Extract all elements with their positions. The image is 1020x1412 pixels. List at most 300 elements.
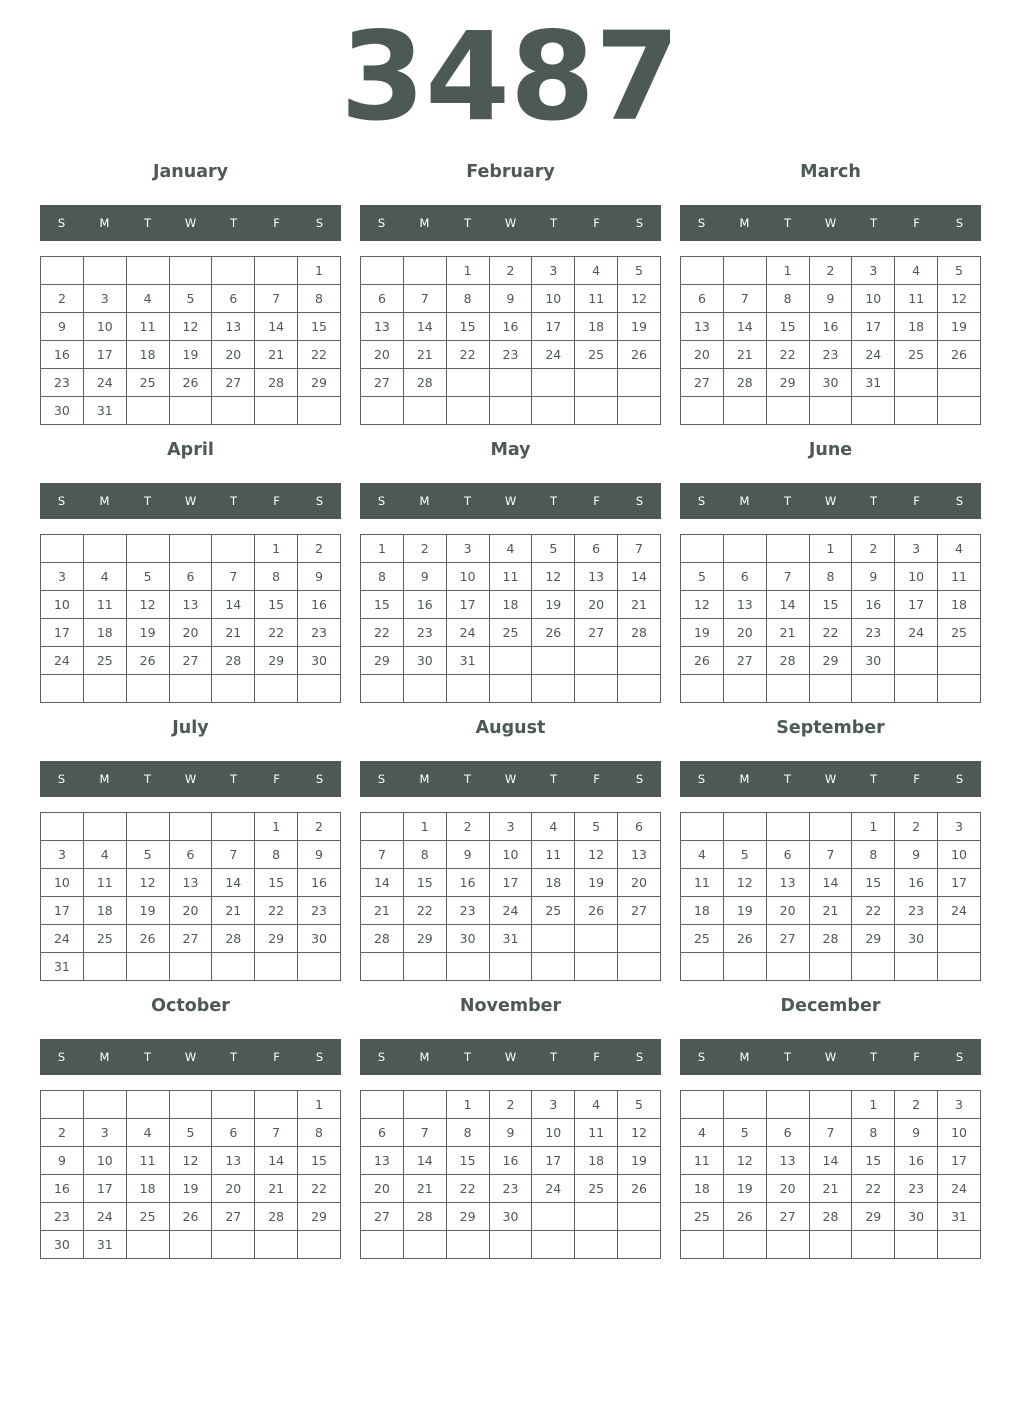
days-grid [40,1090,341,1259]
day-cell: 18 [126,341,169,369]
day-cell [681,535,724,563]
week-row [361,1091,661,1119]
day-cell: 12 [618,285,661,313]
day-cell: 27 [681,369,724,397]
day-cell [446,953,489,981]
week-row [41,675,341,703]
day-cell: 8 [298,1119,341,1147]
day-cell [618,647,661,675]
day-cell [618,925,661,953]
day-cell: 18 [532,869,575,897]
month-title: January [152,162,229,182]
weekday-label: T [143,772,152,786]
weekday-label: M [419,494,430,508]
day-cell [361,1091,404,1119]
day-cell: 27 [723,647,766,675]
day-cell: 7 [361,841,404,869]
day-cell: 17 [532,313,575,341]
day-cell: 14 [361,869,404,897]
day-cell: 31 [852,369,895,397]
day-cell [126,813,169,841]
week-row [681,897,981,925]
day-cell: 10 [938,841,981,869]
day-cell: 9 [489,285,532,313]
day-cell: 24 [938,897,981,925]
day-cell [852,397,895,425]
month-title: November [459,996,562,1016]
week-row [361,1203,661,1231]
day-cell [126,397,169,425]
day-cell: 25 [681,1203,724,1231]
day-cell: 29 [255,925,298,953]
weekday-label: T [143,216,152,230]
weekday-label: T [783,1050,792,1064]
weekday-label: W [504,494,517,508]
day-cell: 4 [938,535,981,563]
day-cell: 19 [618,1147,661,1175]
day-cell [83,813,126,841]
day-cell: 26 [618,341,661,369]
week-row [41,1091,341,1119]
day-cell [169,953,212,981]
day-cell: 15 [852,869,895,897]
days-grid [40,256,341,425]
day-cell: 7 [723,285,766,313]
day-cell: 15 [809,591,852,619]
day-cell: 26 [938,341,981,369]
weekday-label: T [549,216,558,230]
weekday-label: S [57,494,66,508]
day-cell: 13 [212,313,255,341]
day-cell: 4 [681,1119,724,1147]
day-cell: 14 [212,591,255,619]
weekday-label: T [549,494,558,508]
day-cell [403,1091,446,1119]
day-cell: 27 [766,925,809,953]
week-row [41,1119,341,1147]
day-cell: 1 [298,257,341,285]
week-row [41,563,341,591]
weekday-label: F [913,494,920,508]
week-row [41,285,341,313]
day-cell: 27 [575,619,618,647]
day-cell [852,675,895,703]
week-row [681,925,981,953]
day-cell: 18 [489,591,532,619]
day-cell: 28 [809,1203,852,1231]
day-cell: 16 [809,313,852,341]
day-cell: 22 [852,897,895,925]
day-cell [618,397,661,425]
day-cell [212,953,255,981]
day-cell: 3 [489,813,532,841]
week-row [41,1231,341,1259]
weekday-label: W [184,772,197,786]
day-cell [126,535,169,563]
day-cell [212,675,255,703]
weekday-label: S [697,772,706,786]
week-row [361,285,661,313]
day-cell: 1 [852,1091,895,1119]
day-cell: 13 [575,563,618,591]
day-cell [212,397,255,425]
day-cell [681,675,724,703]
weekday-label: S [57,1050,66,1064]
day-cell: 18 [681,897,724,925]
day-cell: 26 [723,1203,766,1231]
day-cell [681,813,724,841]
day-cell: 29 [852,925,895,953]
day-cell: 5 [126,841,169,869]
day-cell: 17 [938,1147,981,1175]
week-row [681,841,981,869]
day-cell: 6 [618,813,661,841]
day-cell: 28 [361,925,404,953]
week-row [361,257,661,285]
day-cell: 21 [809,1175,852,1203]
day-cell [575,925,618,953]
day-cell [575,953,618,981]
day-cell [532,1231,575,1259]
day-cell: 21 [403,1175,446,1203]
day-cell: 13 [766,1147,809,1175]
day-cell: 24 [895,619,938,647]
day-cell [723,1231,766,1259]
weekday-label: T [229,494,238,508]
day-cell: 2 [41,285,84,313]
week-row [681,341,981,369]
day-cell: 23 [489,1175,532,1203]
day-cell: 13 [169,869,212,897]
day-cell: 2 [895,813,938,841]
week-row [361,647,661,675]
day-cell: 3 [83,285,126,313]
day-cell: 30 [41,397,84,425]
day-cell [809,953,852,981]
week-row [681,953,981,981]
day-cell [41,1091,84,1119]
day-cell: 1 [255,813,298,841]
day-cell: 1 [255,535,298,563]
day-cell: 10 [41,869,84,897]
day-cell: 17 [532,1147,575,1175]
day-cell: 23 [41,1203,84,1231]
day-cell: 16 [895,1147,938,1175]
week-row [41,1175,341,1203]
day-cell [766,535,809,563]
day-cell [618,1203,661,1231]
weekday-label: S [315,216,324,230]
day-cell: 26 [723,925,766,953]
day-cell [298,953,341,981]
day-cell [41,813,84,841]
day-cell: 29 [298,1203,341,1231]
day-cell: 5 [532,535,575,563]
day-cell: 24 [41,925,84,953]
weekday-label: F [273,772,280,786]
day-cell: 3 [938,1091,981,1119]
weekday-label: S [57,772,66,786]
day-cell: 12 [938,285,981,313]
day-cell: 14 [766,591,809,619]
day-cell [723,675,766,703]
day-cell: 9 [298,841,341,869]
day-cell [298,675,341,703]
day-cell [575,397,618,425]
day-cell: 6 [169,841,212,869]
day-cell: 4 [489,535,532,563]
day-cell [489,675,532,703]
day-cell: 16 [41,1175,84,1203]
day-cell: 2 [41,1119,84,1147]
day-cell: 11 [489,563,532,591]
day-cell: 10 [41,591,84,619]
day-cell: 16 [446,869,489,897]
day-cell [681,397,724,425]
day-cell: 21 [809,897,852,925]
month-title: December [780,996,881,1016]
day-cell: 7 [766,563,809,591]
weekday-header [360,483,661,519]
day-cell [809,813,852,841]
day-cell: 4 [532,813,575,841]
weekday-label: T [783,216,792,230]
weekday-label: S [955,216,964,230]
week-row [681,397,981,425]
day-cell: 2 [489,257,532,285]
day-cell: 29 [255,647,298,675]
day-cell: 31 [83,1231,126,1259]
day-cell: 10 [83,313,126,341]
day-cell [169,535,212,563]
day-cell: 31 [446,647,489,675]
day-cell [618,1231,661,1259]
weekday-label: T [783,494,792,508]
day-cell: 29 [446,1203,489,1231]
day-cell [361,813,404,841]
day-cell: 13 [361,313,404,341]
weekday-header [680,205,981,241]
day-cell: 24 [446,619,489,647]
week-row [41,897,341,925]
day-cell [938,647,981,675]
day-cell: 27 [618,897,661,925]
day-cell [532,369,575,397]
day-cell: 27 [361,1203,404,1231]
weekday-header [360,205,661,241]
day-cell [809,397,852,425]
day-cell [212,1231,255,1259]
weekday-label: S [377,1050,386,1064]
day-cell: 26 [575,897,618,925]
day-cell [169,675,212,703]
day-cell [126,953,169,981]
weekday-label: T [549,772,558,786]
day-cell: 4 [895,257,938,285]
weekday-label: S [377,216,386,230]
day-cell: 8 [255,563,298,591]
weekday-label: W [504,772,517,786]
days-grid [40,812,341,981]
day-cell: 28 [403,369,446,397]
day-cell [83,1091,126,1119]
day-cell: 19 [532,591,575,619]
day-cell: 24 [41,647,84,675]
day-cell: 14 [723,313,766,341]
weekday-header [680,761,981,797]
weekday-label: F [273,494,280,508]
weekday-label: T [463,216,472,230]
day-cell: 5 [618,1091,661,1119]
day-cell: 28 [255,1203,298,1231]
day-cell: 16 [403,591,446,619]
day-cell: 10 [532,285,575,313]
day-cell: 24 [83,369,126,397]
day-cell: 26 [169,1203,212,1231]
week-row [41,619,341,647]
day-cell: 18 [681,1175,724,1203]
day-cell: 16 [852,591,895,619]
weekday-label: T [869,494,878,508]
day-cell: 16 [489,313,532,341]
day-cell [809,675,852,703]
week-row [41,869,341,897]
week-row [361,1147,661,1175]
day-cell [446,397,489,425]
weekday-label: S [315,772,324,786]
day-cell: 24 [83,1203,126,1231]
weekday-label: F [913,772,920,786]
days-grid [360,256,661,425]
week-row [681,813,981,841]
day-cell: 9 [298,563,341,591]
day-cell [938,369,981,397]
week-row [681,591,981,619]
weekday-label: S [955,1050,964,1064]
week-row [361,397,661,425]
day-cell: 31 [41,953,84,981]
day-cell: 6 [212,285,255,313]
weekday-label: S [635,772,644,786]
day-cell: 2 [809,257,852,285]
day-cell: 17 [895,591,938,619]
day-cell: 5 [618,257,661,285]
week-row [361,675,661,703]
weekday-label: W [824,494,837,508]
day-cell: 28 [403,1203,446,1231]
weekday-label: W [504,1050,517,1064]
day-cell [255,397,298,425]
day-cell: 31 [83,397,126,425]
day-cell: 1 [361,535,404,563]
day-cell: 15 [361,591,404,619]
day-cell: 20 [575,591,618,619]
day-cell [41,675,84,703]
day-cell [212,535,255,563]
day-cell: 6 [361,1119,404,1147]
day-cell: 15 [446,1147,489,1175]
day-cell [938,925,981,953]
week-row [681,647,981,675]
weekday-header [40,1039,341,1075]
month-title: March [800,162,861,182]
week-row [361,1231,661,1259]
day-cell [766,953,809,981]
day-cell: 5 [723,841,766,869]
day-cell: 9 [852,563,895,591]
day-cell: 19 [681,619,724,647]
day-cell: 8 [298,285,341,313]
day-cell [895,1231,938,1259]
day-cell: 12 [126,869,169,897]
day-cell [938,953,981,981]
day-cell: 25 [83,925,126,953]
day-cell [446,369,489,397]
day-cell: 15 [403,869,446,897]
day-cell: 30 [895,1203,938,1231]
day-cell: 16 [895,869,938,897]
day-cell [212,257,255,285]
days-grid [680,256,981,425]
day-cell: 6 [681,285,724,313]
day-cell: 27 [361,369,404,397]
day-cell: 18 [895,313,938,341]
day-cell: 23 [895,1175,938,1203]
day-cell: 5 [575,813,618,841]
day-cell: 7 [255,285,298,313]
month-title: April [167,440,214,460]
day-cell: 25 [895,341,938,369]
week-row [361,953,661,981]
weekday-label: F [273,216,280,230]
weekday-header [40,483,341,519]
day-cell [723,813,766,841]
day-cell [489,953,532,981]
day-cell: 25 [126,369,169,397]
weekday-label: S [377,772,386,786]
day-cell: 21 [212,619,255,647]
day-cell: 4 [575,1091,618,1119]
day-cell: 17 [446,591,489,619]
day-cell: 19 [723,897,766,925]
day-cell [938,1231,981,1259]
weekday-label: M [419,1050,430,1064]
day-cell: 12 [723,1147,766,1175]
day-cell: 14 [255,1147,298,1175]
day-cell: 20 [212,1175,255,1203]
day-cell: 11 [938,563,981,591]
day-cell [575,1231,618,1259]
day-cell: 11 [575,1119,618,1147]
day-cell [723,397,766,425]
day-cell: 13 [723,591,766,619]
day-cell: 21 [255,1175,298,1203]
day-cell: 27 [766,1203,809,1231]
weekday-label: M [739,494,750,508]
day-cell: 26 [681,647,724,675]
day-cell: 8 [446,285,489,313]
day-cell: 1 [809,535,852,563]
day-cell [255,257,298,285]
day-cell [532,1203,575,1231]
day-cell: 9 [403,563,446,591]
month-title: June [808,440,853,460]
day-cell: 29 [809,647,852,675]
day-cell [895,647,938,675]
week-row [41,591,341,619]
week-row [361,341,661,369]
day-cell: 22 [403,897,446,925]
